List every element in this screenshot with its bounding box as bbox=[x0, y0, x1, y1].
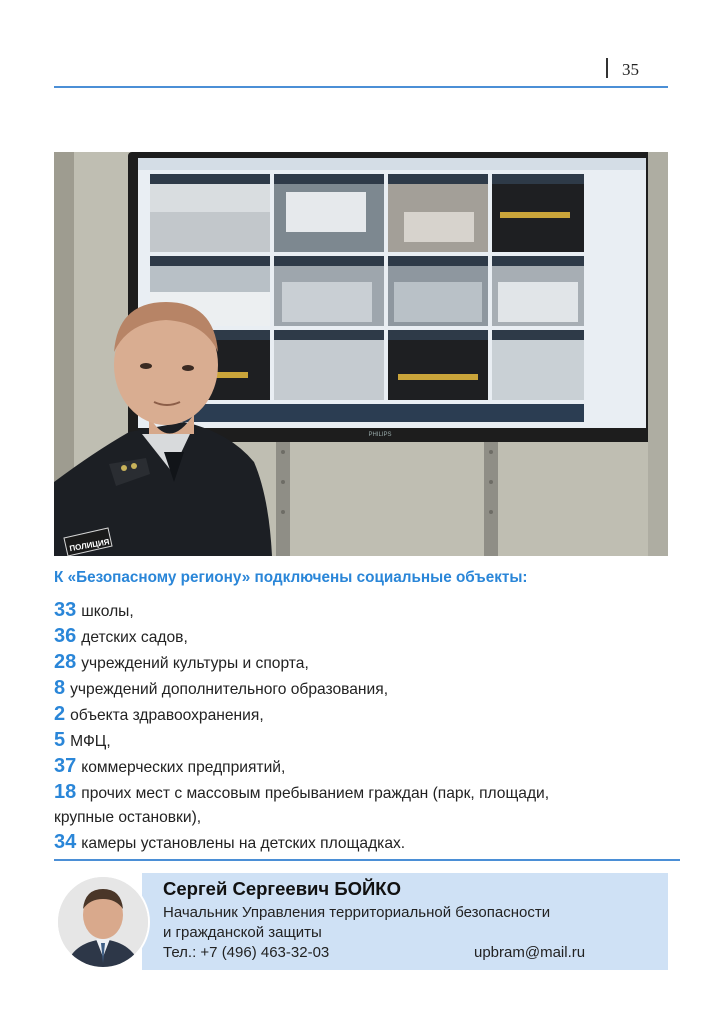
list-item bbox=[54, 728, 674, 754]
item-text: школы, bbox=[81, 603, 134, 620]
list-item bbox=[54, 676, 674, 702]
item-text: учреждений культуры и спорта, bbox=[81, 655, 309, 672]
header-rule bbox=[54, 86, 668, 88]
list-item bbox=[54, 650, 674, 676]
list-item bbox=[54, 624, 674, 650]
contact-position bbox=[163, 903, 643, 943]
item-count: 2 bbox=[54, 703, 66, 725]
list-item bbox=[54, 780, 674, 806]
contact-email[interactable]: upbram@mail.ru bbox=[474, 944, 586, 961]
item-count: 34 bbox=[54, 831, 77, 853]
item-count: 8 bbox=[54, 677, 66, 699]
contact-phone: Тел.: +7 (496) 463-32-03 bbox=[163, 944, 330, 961]
item-text: крупные остановки), bbox=[54, 809, 202, 826]
item-count: 33 bbox=[54, 599, 77, 621]
list-item bbox=[54, 754, 674, 780]
list-item bbox=[54, 598, 674, 624]
video-wall-grid bbox=[150, 174, 584, 422]
item-count: 37 bbox=[54, 755, 77, 777]
list-item bbox=[54, 830, 674, 856]
item-count: 28 bbox=[54, 651, 77, 673]
item-text: детских садов, bbox=[81, 629, 188, 646]
connected-objects-list bbox=[54, 598, 674, 856]
list-item bbox=[54, 702, 674, 728]
item-text: МФЦ, bbox=[70, 733, 111, 750]
contact-position-line: и гражданской защиты bbox=[163, 924, 322, 941]
item-text: объекта здравоохранения, bbox=[70, 707, 264, 724]
contact-name: Сергей Сергеевич БОЙКО bbox=[163, 878, 401, 899]
contact-position-line: Начальник Управления территориальной безопасности bbox=[163, 904, 551, 921]
item-text: коммерческих предприятий, bbox=[81, 759, 286, 776]
tv-brand-logo: PHILIPS bbox=[368, 432, 392, 438]
page-number-divider bbox=[606, 58, 608, 78]
list-item-continuation bbox=[54, 806, 674, 830]
item-text: камеры установлены на детских площадках. bbox=[81, 835, 406, 852]
social-objects-heading: К «Безопасному региону» подключены социальные объекты: bbox=[54, 569, 528, 586]
item-count: 36 bbox=[54, 625, 77, 647]
item-count: 5 bbox=[54, 729, 66, 751]
item-text: учреждений дополнительного образования, bbox=[70, 681, 389, 698]
page-number: 35 bbox=[622, 60, 639, 79]
item-count: 18 bbox=[54, 781, 77, 803]
contact-rule bbox=[54, 859, 680, 861]
uniform-patch: ПОЛИЦИЯ bbox=[68, 537, 111, 554]
item-text: прочих мест с массовым пребыванием граждан (парк, площади, bbox=[81, 785, 550, 802]
avatar bbox=[56, 875, 150, 969]
monitoring-room-photo bbox=[54, 152, 668, 556]
